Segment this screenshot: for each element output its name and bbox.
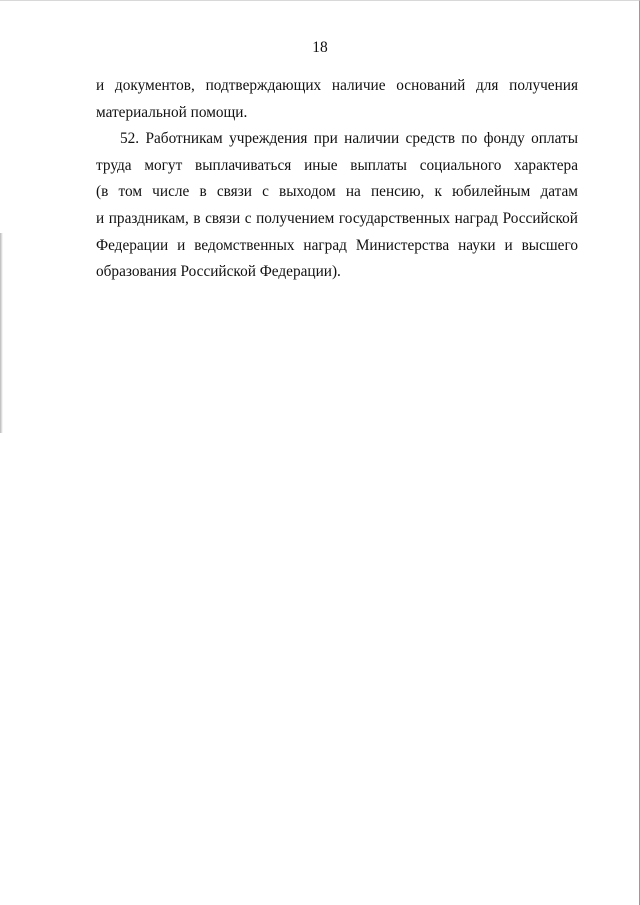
text-line: и праздникам, в связи с получением государственных наград Российской [96, 209, 578, 227]
text-line: (в том числе в связи с выходом на пенсию, к юбилейным датам [96, 183, 578, 201]
scan-edge-shadow [0, 233, 3, 433]
page-number: 18 [312, 39, 328, 56]
paragraph-continuation [96, 73, 578, 126]
text-line: образования Российской Федерации). [96, 263, 341, 281]
text-line: труда могут выплачиваться иные выплаты социального характера [96, 156, 578, 174]
text-line: Федерации и ведомственных наград Министерства науки и высшего [96, 236, 578, 254]
text-line: 52. Работникам учреждения при наличии средств по фонду оплаты [120, 130, 578, 148]
text-line: материальной помощи. [96, 103, 248, 121]
document-body [96, 73, 578, 286]
text-line: и документов, подтверждающих наличие оснований для получения [96, 77, 578, 94]
paragraph-52 [96, 126, 578, 286]
